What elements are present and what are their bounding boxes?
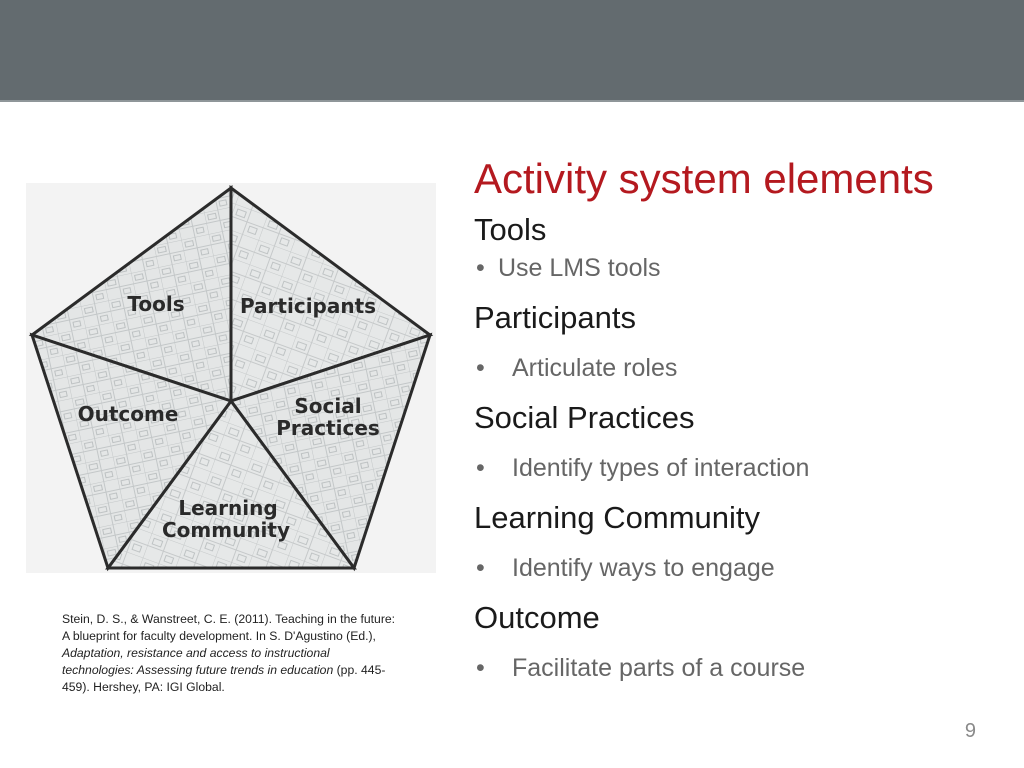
citation-text: Stein, D. S., & Wanstreet, C. E. (2011). Teaching in the future: A blueprint for faculty development. In S. D'Agustino (Ed.), <box>62 612 396 643</box>
header-bar <box>0 0 1024 102</box>
bullet-item-tools <box>474 250 1014 286</box>
diagram-label-social: Social <box>294 394 362 418</box>
section-heading-social-practices: Social Practices <box>474 400 695 435</box>
bullet-icon: • <box>476 354 485 382</box>
section-heading-participants: Participants <box>474 300 636 335</box>
bullet-item-participants <box>474 350 1014 386</box>
bullet-text: Use LMS tools <box>498 254 661 282</box>
bullet-icon: • <box>476 454 485 482</box>
section-heading-tools: Tools <box>474 212 547 247</box>
section-heading-outcome: Outcome <box>474 600 600 635</box>
diagram-label-outcome: Outcome <box>77 402 179 426</box>
content-area <box>474 150 1014 686</box>
bullet-icon: • <box>476 554 485 582</box>
diagram-label-tools: Tools <box>127 292 185 316</box>
slide-title: Activity system elements <box>474 155 934 202</box>
citation-italic-title: Adaptation, resistance and access to instructional technologies: Assessing future trends in education <box>62 646 334 677</box>
diagram-label-participants: Participants <box>239 294 377 318</box>
bullet-item-social-practices <box>474 450 1014 486</box>
section-heading-learning-community: Learning Community <box>474 500 761 535</box>
bullet-text: Identify types of interaction <box>512 454 810 482</box>
bullet-item-outcome <box>474 650 1014 686</box>
bullet-icon: • <box>476 654 485 682</box>
bullet-item-learning-community <box>474 550 1014 586</box>
citation <box>62 611 397 696</box>
diagram-label-community: Community <box>161 518 291 542</box>
bullet-text: Facilitate parts of a course <box>512 654 806 682</box>
pentagon-diagram-svg <box>26 183 436 573</box>
bullet-text: Articulate roles <box>512 354 678 382</box>
bullet-icon: • <box>476 254 485 282</box>
diagram-label-learning: Learning <box>178 496 278 520</box>
diagram-label-practices: Practices <box>276 416 380 440</box>
page-number: 9 <box>964 720 976 742</box>
activity-system-diagram <box>26 183 436 573</box>
bullet-text: Identify ways to engage <box>512 554 775 582</box>
citation-text-end: (pp. 445-459). Hershey, PA: IGI Global. <box>62 663 386 694</box>
